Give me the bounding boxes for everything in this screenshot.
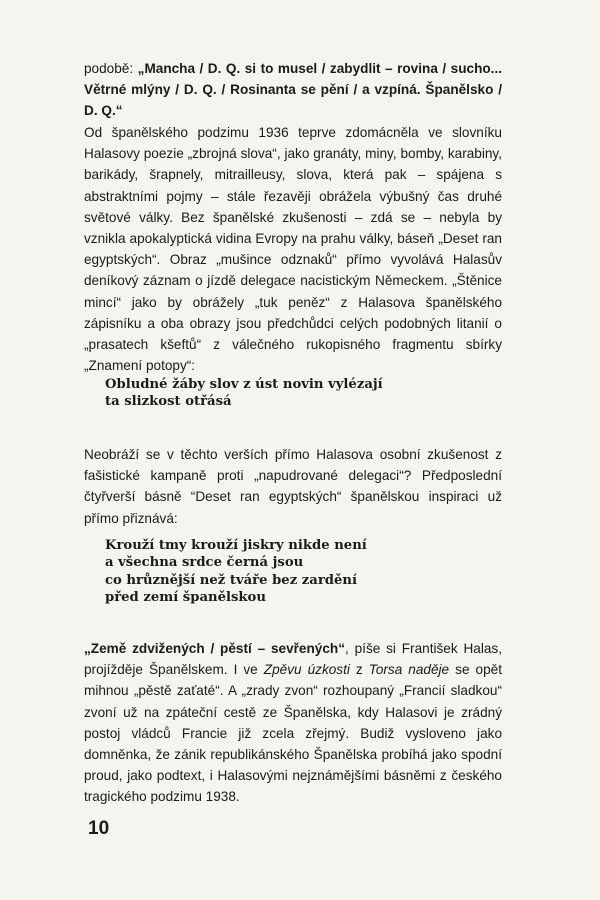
- paragraph-opening-lead: podobě:: [84, 61, 138, 76]
- paragraph-zeme-text-c: se opět mihnou „pěstě zaťaté“. A „zrady zvon“ rozhoupaný „Francií sladkou“ zvoní už na zpáteční cestě ze Španělska, kdy Halasovi je zrádný postoj vládců Francie již zcela zřejmý. Budiž vysloveno jako domněnka, že zánik republikánského Španělska probíhá jako spodní proud, jako podtext, i Halasovými nejznámějšími básněmi z českého tragického podzimu 1938.: [84, 662, 502, 805]
- paragraph-zeme-zdvizenych: [84, 638, 502, 808]
- paragraph-neobrazi: Neobráží se v těchto verších přímo Halasova osobní zkušenost z fašistické kampaně proti „napudrované delegaci“? Předposlední čtyřverší básně “Deset ran egyptských“ španělskou inspiraci už přímo přiznává:: [84, 447, 502, 526]
- paragraph-zeme-bold: „Země zdvižených / pěstí – sevřených“: [84, 641, 346, 656]
- verse-line: Krouží tmy krouží jiskry nikde není: [105, 538, 367, 553]
- verse-line: Obludné žáby slov z úst novin vylézají: [105, 377, 383, 392]
- quoted-notes-bold: „Mancha / D. Q. si to musel / zabydlit – rovina / sucho... Větrné mlýny / D. Q. / Rosinanta se pění / a vzpíná. Španělsko / D. Q.“: [84, 61, 503, 119]
- verse-line: co hrůznější než tváře bez zardění: [105, 572, 357, 588]
- verse-line: ta slizkost otřásá: [105, 394, 232, 410]
- title-torsa-nadeje: Torsa naděje: [368, 662, 450, 678]
- page-number: 10: [88, 818, 110, 839]
- verse-line: a všechna srdce černá jsou: [105, 555, 304, 571]
- verse-quote-2: [105, 537, 465, 607]
- paragraph-zeme-text-a: , píše si František Halas, projížděje Španělskem. I ve: [84, 641, 503, 678]
- paragraph-zbrojna-slova: Od španělského podzimu 1936 teprve zdomácněla ve slovníku Halasovy poezie „zbrojná slova“, jako granáty, miny, bomby, karabiny, barikády, šrapnely, mitrailleusy, slova, která pak – spájena s abstraktními pojmy – stále řezavěji obrážela výbušný čas druhé světové války. Bez španělské zkušenosti – zdá se – nebyla by vznikla apokalyptická vidina Evropy na prahu války, báseň „Deset ran egyptských“. Obraz „mušince odznaků“ přímo vyvolává Halasův deníkový záznam o jízdě delegace nacistickým Německem. „Štěnice mincí“ jako by obrážely „tuk peněz“ z Halasova španělského zápisníku a oba obrazy jsou předchůdci celých podobných litanií o „prasatech kšeftů“ z válečného rukopisného fragmentu sbírky „Znamení potopy“:: [84, 125, 502, 374]
- verse-line: před zemí španělskou: [105, 590, 266, 606]
- paragraph-opening: [84, 58, 502, 122]
- verse-quote-1: [105, 376, 465, 411]
- title-zpev-uzkosti: Zpěvu úzkosti: [263, 662, 350, 678]
- paragraph-zeme-text-b: z: [349, 662, 369, 678]
